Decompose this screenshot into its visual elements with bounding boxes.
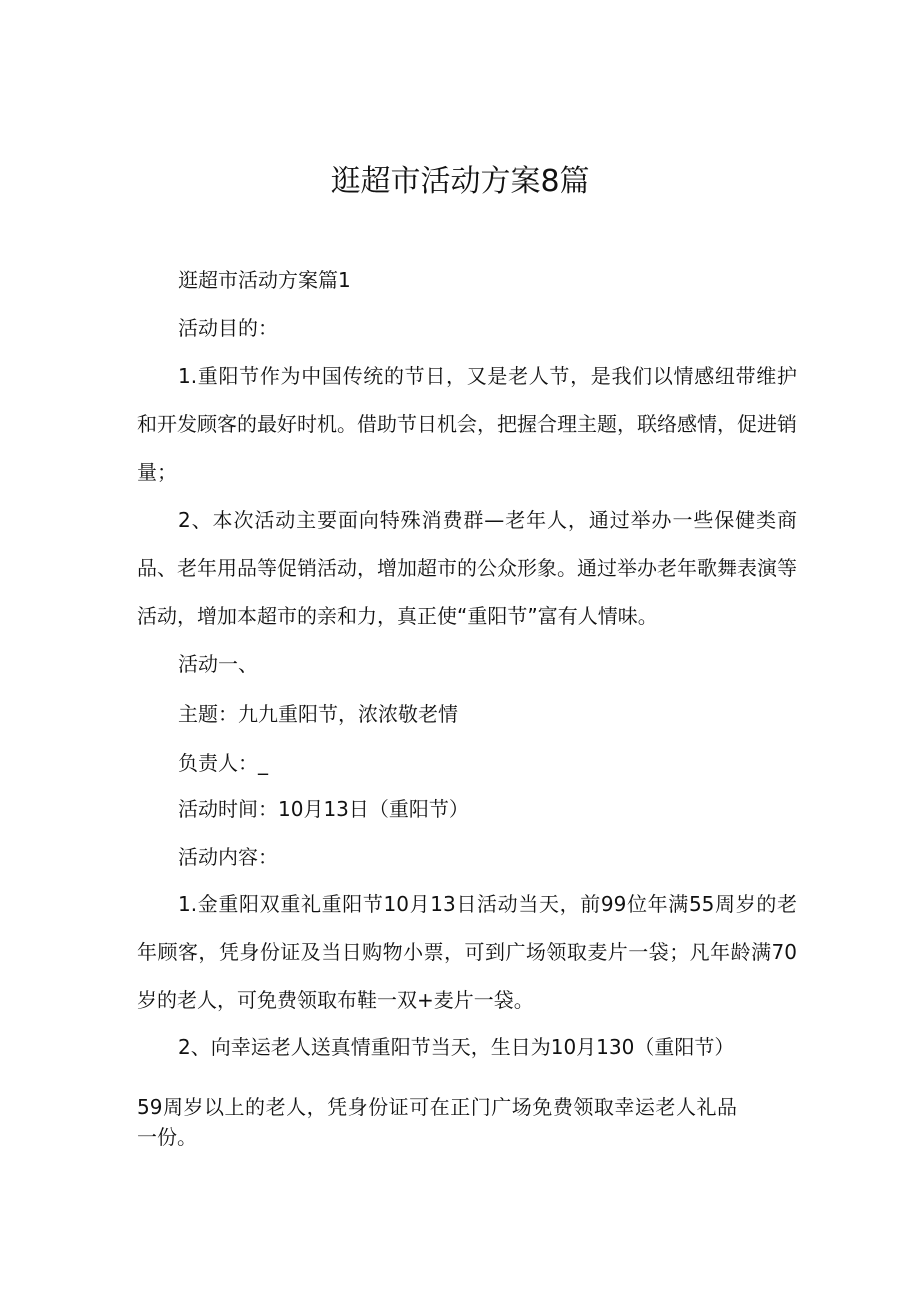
purpose-label: 活动目的： xyxy=(178,316,278,340)
purpose-item-2: 2、本次活动主要面向特殊消费群—老年人，通过举办一些保健类商品、老年用品等促销活动，增加超市的公众形象。通过举办老年歌舞表演等活动，增加本超市的亲和力，真正使“重阳节”富有人情味。 xyxy=(137,508,797,628)
content-item-1: 1.金重阳双重礼重阳节10月13日活动当天，前99位年满55周岁的老年顾客，凭身份证及当日购物小票，可到广场领取麦片一袋；凡年龄满70岁的老人，可免费领取布鞋一双+麦片一袋。 xyxy=(137,892,797,1012)
section-heading: 逛超市活动方案篇1 xyxy=(178,268,351,292)
activity-time: 活动时间：10月13日（重阳节） xyxy=(178,797,469,821)
activity-theme: 主题：九九重阳节，浓浓敬老情 xyxy=(178,702,458,726)
activity-one-heading: 活动一、 xyxy=(178,652,258,676)
purpose-item-1: 1.重阳节作为中国传统的节日，又是老人节，是我们以情感纽带维护和开发顾客的最好时机。借助节日机会，把握合理主题，联络感情，促进销量； xyxy=(137,364,797,484)
content-label: 活动内容： xyxy=(178,845,278,869)
trailing-paragraph: 59周岁以上的老人，凭身份证可在正门广场免费领取幸运老人礼品一份。 xyxy=(137,1095,737,1149)
document-title: 逛超市活动方案8篇 xyxy=(330,164,590,199)
content-item-2: 2、向幸运老人送真情重阳节当天，生日为10月130（重阳节） xyxy=(178,1035,735,1059)
activity-owner: 负责人：_ xyxy=(178,751,268,775)
